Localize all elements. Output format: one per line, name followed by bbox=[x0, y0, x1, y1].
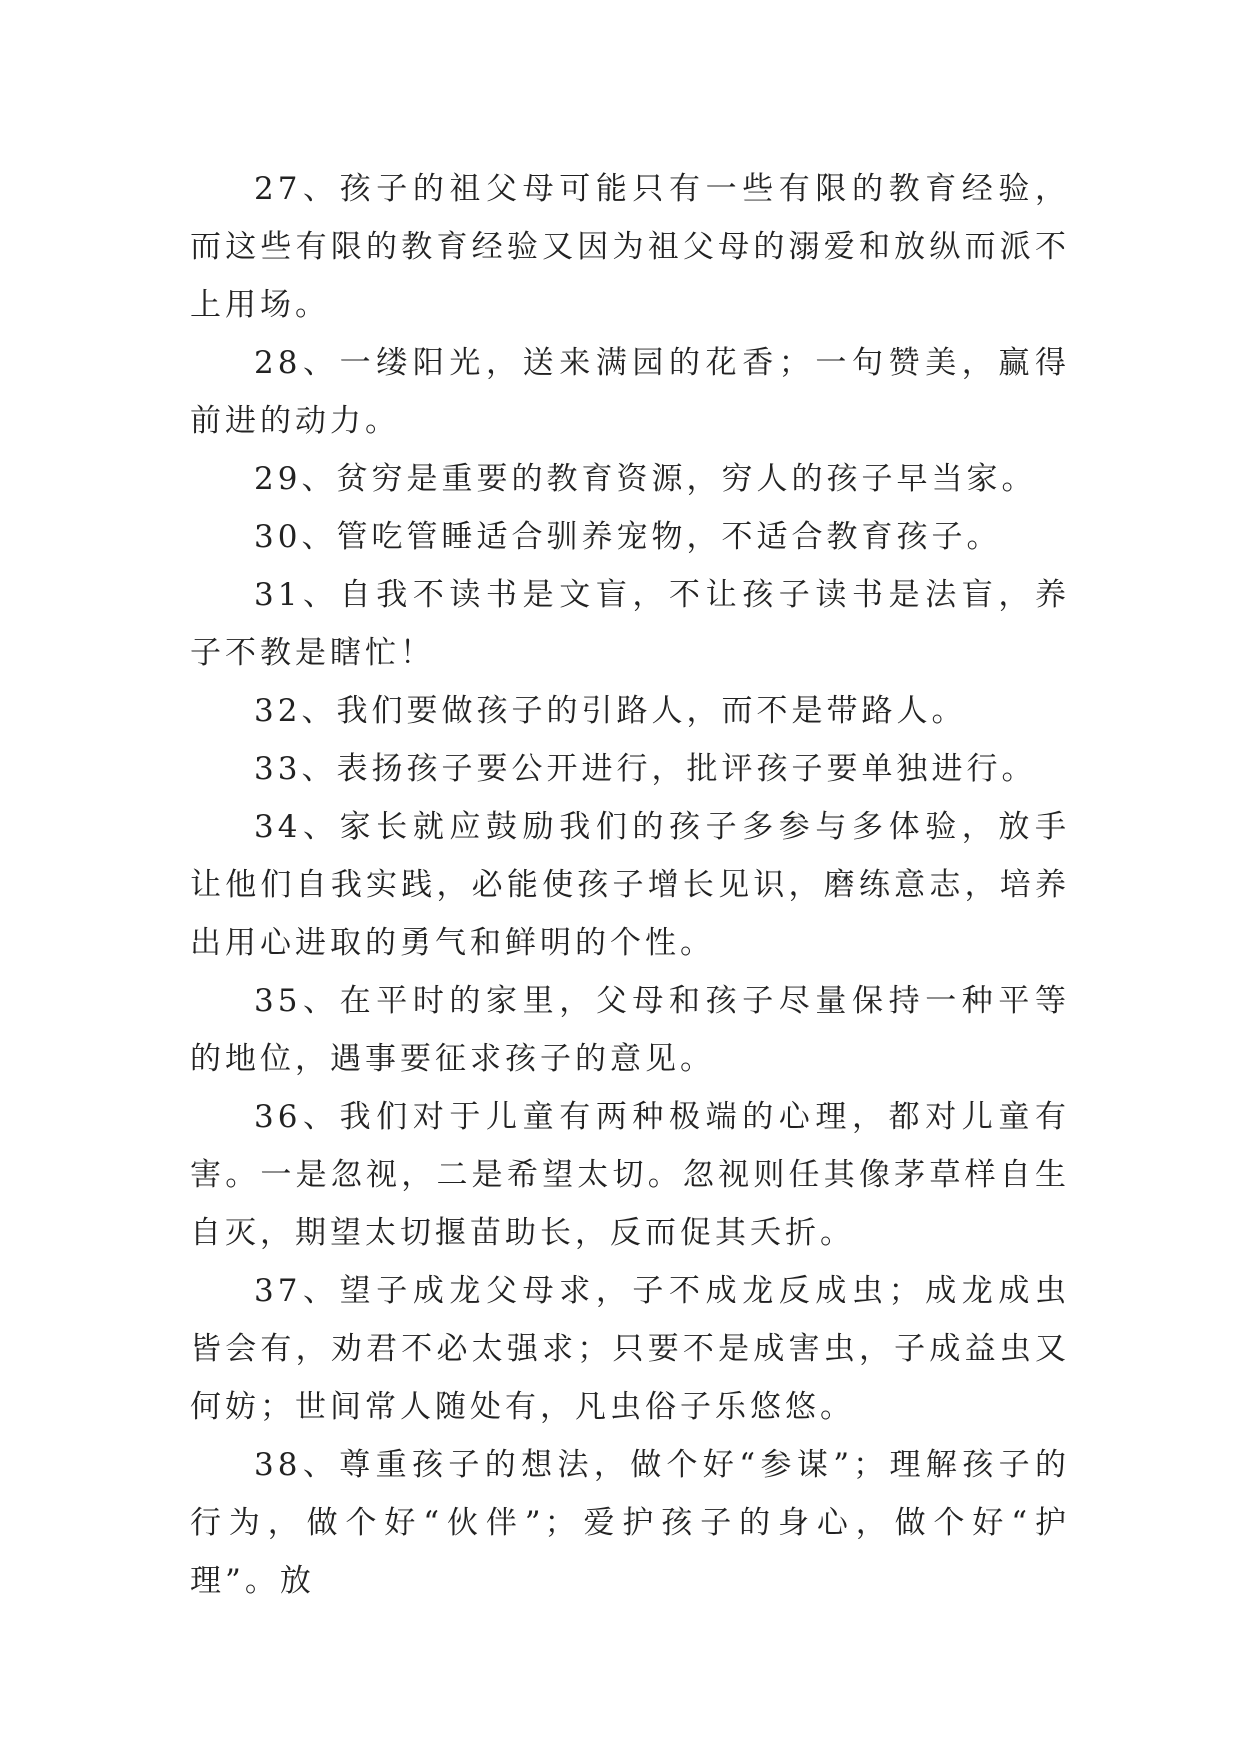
document-body bbox=[190, 160, 1070, 1610]
paragraph-30: 30、管吃管睡适合驯养宠物，不适合教育孩子。 bbox=[254, 519, 1002, 555]
paragraph-28: 28、一缕阳光，送来满园的花香；一句赞美，赢得前进的动力。 bbox=[190, 345, 1070, 439]
paragraph-29: 29、贫穷是重要的教育资源，穷人的孩子早当家。 bbox=[254, 461, 1037, 497]
paragraph-27: 27、孩子的祖父母可能只有一些有限的教育经验，而这些有限的教育经验又因为祖父母的溺爱和放纵而派不上用场。 bbox=[190, 171, 1070, 323]
paragraph-33: 33、表扬孩子要公开进行，批评孩子要单独进行。 bbox=[254, 751, 1037, 787]
paragraph-37: 37、望子成龙父母求，子不成龙反成虫；成龙成虫皆会有，劝君不必太强求；只要不是成害虫，子成益虫又何妨；世间常人随处有，凡虫俗子乐悠悠。 bbox=[190, 1273, 1070, 1425]
paragraph-31: 31、自我不读书是文盲，不让孩子读书是法盲，养子不教是瞎忙！ bbox=[190, 577, 1070, 671]
paragraph-38: 38、尊重孩子的想法，做个好“参谋”；理解孩子的行为，做个好“伙伴”；爱护孩子的身心，做个好“护理”。放 bbox=[190, 1447, 1070, 1599]
paragraph-35: 35、在平时的家里，父母和孩子尽量保持一种平等的地位，遇事要征求孩子的意见。 bbox=[190, 983, 1070, 1077]
paragraph-34: 34、家长就应鼓励我们的孩子多参与多体验，放手让他们自我实践，必能使孩子增长见识，磨练意志，培养出用心进取的勇气和鲜明的个性。 bbox=[190, 809, 1070, 961]
paragraph-32: 32、我们要做孩子的引路人，而不是带路人。 bbox=[254, 693, 967, 729]
paragraph-36: 36、我们对于儿童有两种极端的心理，都对儿童有害。一是忽视，二是希望太切。忽视则任其像茅草样自生自灭，期望太切揠苗助长，反而促其夭折。 bbox=[190, 1099, 1070, 1251]
